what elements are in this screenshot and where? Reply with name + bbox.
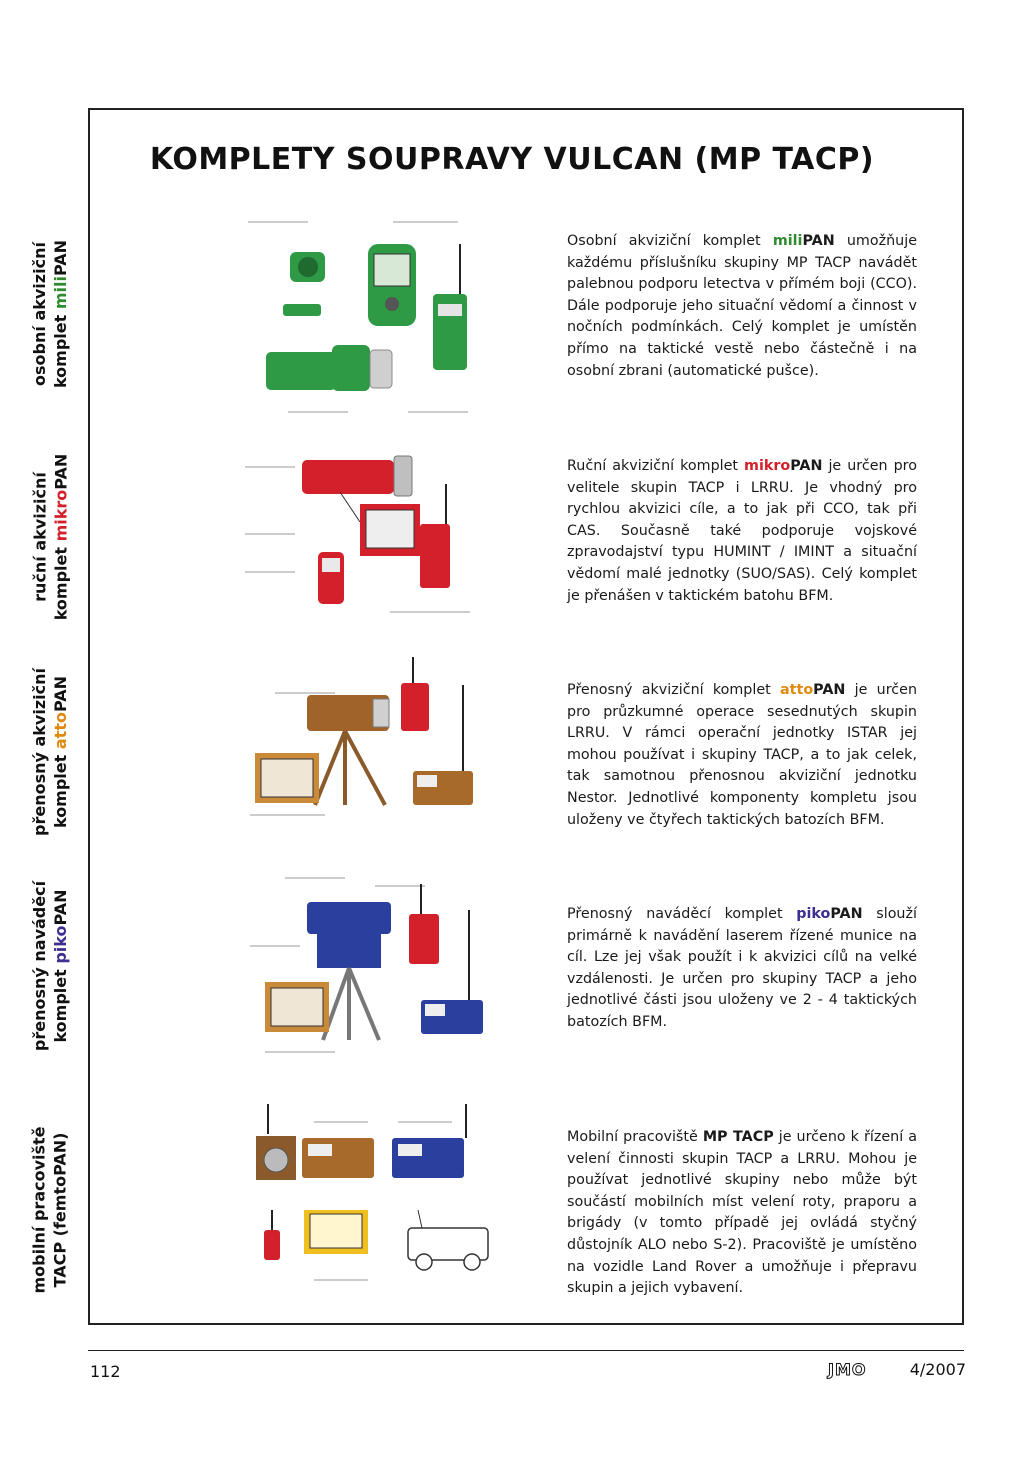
figure-milipan xyxy=(228,212,508,432)
page-number: 112 xyxy=(90,1362,121,1381)
description-femtopan: Mobilní pracoviště MP TACP je určeno k řízení a velení činnosti skupin TACP a LRRU. Mohou je používat jednotlivé skupiny nebo může být součástí mobilních míst velení roty, praporu a brigády (v tomto případě jej ovládá styčný důstojník ALO nebo S-2). Pracoviště je umístěno na vozidle Land Rover a umožňuje i přepravu skupin a jejich vybavení. xyxy=(567,1129,917,1297)
description-pikopan: Přenosný naváděcí komplet pikoPAN slouží primárně k navádění laserem řízené munice na cíl. Lze jej však použít i k akvizici cílů na velké vzdálenosti. Je určen pro skupiny TACP a jeho jednotlivé části jsou uloženy ve 2 - 4 taktických batozích BFM. xyxy=(567,906,917,1030)
side-line2: komplet mikroPAN xyxy=(51,453,71,621)
jmo-logo: JMO xyxy=(828,1360,867,1379)
footer-rule xyxy=(88,1350,964,1351)
description-milipan: Osobní akviziční komplet miliPAN umožňuje každému příslušníku skupiny MP TACP navádět palebnou podporu letectva v přímém boji (CCO). Dále podporuje jeho situační vědomí a činnost v nočních podmínkách. Celý komplet je umístěn přímo na taktické vestě nebo částečně i na osobní zbrani (automatické pušce). xyxy=(567,233,917,379)
side-line1: přenosný naváděcí xyxy=(30,880,49,1052)
section-label-atto xyxy=(20,652,80,852)
description-mikropan: Ruční akviziční komplet mikroPAN je určen pro velitele skupin TACP i LRRU. Je vhodný pro rychlou akvizici cíle, a to jak při CCO, tak při CAS. Současně také podporuje vojskové zpravodajství typu HUMINT / IMINT a situační vědomí malé jednotky (SUO/SAS). Celý komplet je přenášen v taktickém batohu BFM. xyxy=(567,458,917,604)
side-line1: osobní akviziční xyxy=(30,242,50,386)
side-line1: ruční akviziční xyxy=(30,472,50,602)
figure-femtopan xyxy=(218,1098,498,1298)
side-line2: komplet pikoPAN xyxy=(51,889,70,1043)
figure-attopan xyxy=(245,655,525,830)
side-line2: komplet miliPAN xyxy=(51,239,71,389)
page-title: KOMPLETY SOUPRAVY VULCAN (MP TACP) xyxy=(149,142,875,177)
side-line2: komplet attoPAN xyxy=(51,676,70,829)
figure-mikropan xyxy=(240,452,520,622)
figure-pikopan xyxy=(245,870,525,1060)
description-attopan: Přenosný akviziční komplet attoPAN je určen pro průzkumné operace sesednutých skupin LRRU. V rámci operační jednotky ISTAR jej mohou používat i skupiny TACP, a to jak celek, tak samotnou přenosnou akviziční jednotku Nestor. Jednotlivé komponenty kompletu jsou uloženy ve čtyřech taktických batozích BFM. xyxy=(567,682,917,828)
side-line2: TACP (femtoPAN) xyxy=(51,1132,70,1288)
section-label-mikro xyxy=(20,437,80,637)
section-label-mili xyxy=(20,214,80,414)
side-line1: přenosný akviziční xyxy=(30,668,49,836)
section-label-piko xyxy=(20,866,80,1066)
issue-number: 4/2007 xyxy=(909,1360,966,1379)
side-line1: mobilní pracoviště xyxy=(30,1126,49,1294)
section-label-femto xyxy=(20,1110,80,1310)
